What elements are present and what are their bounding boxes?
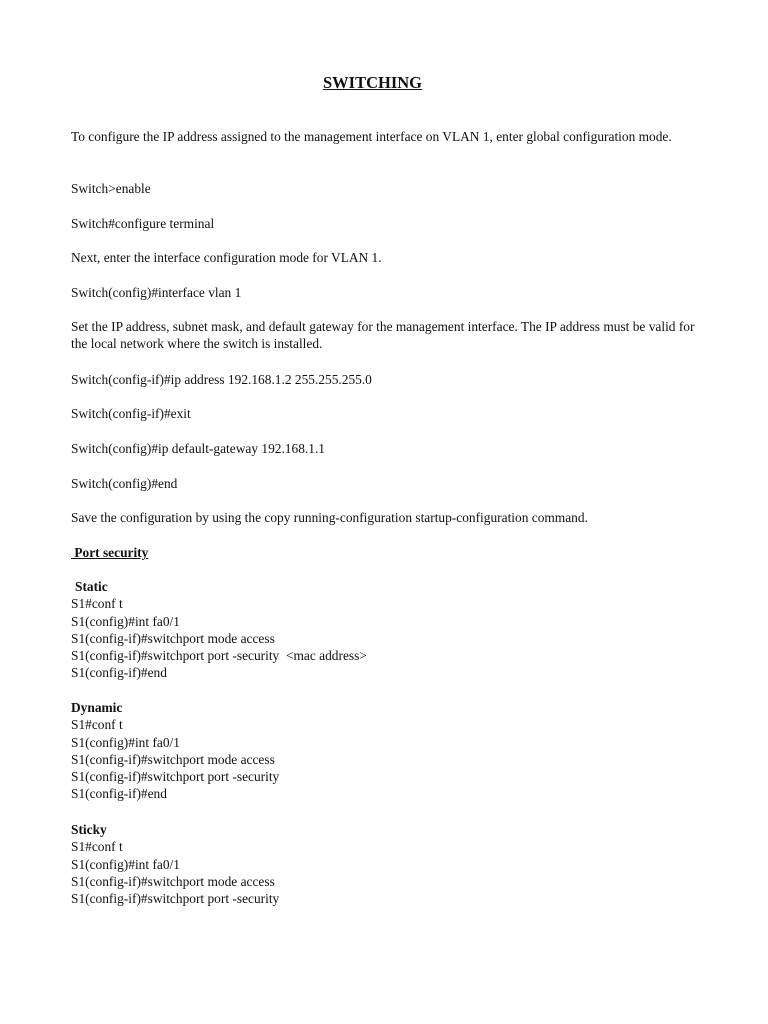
intro-text: To configure the IP address assigned to the management interface on VLAN 1, enter global configuration mode. [71,129,672,144]
code-line: S1(config-if)#switchport mode access [71,873,275,889]
code-line: S1(config)#int fa0/1 [71,613,180,629]
dynamic-section [71,699,711,803]
static-section [71,578,711,682]
command-end: Switch(config)#end [71,476,178,491]
code-line: S1(config-if)#switchport port -security [71,891,280,907]
command-default-gateway: Switch(config)#ip default-gateway 192.168.1.1 [71,441,325,456]
code-line: S1(config)#int fa0/1 [71,734,180,750]
code-line: S1#conf t [71,717,123,733]
sticky-section [71,821,711,907]
dynamic-heading: Dynamic [71,700,123,715]
page-title: SWITCHING [322,73,423,92]
command-enable: Switch>enable [71,181,151,196]
port-security-heading: Port security [71,545,149,560]
next-paragraph: Next, enter the interface configuration mode for VLAN 1. [71,250,382,265]
command-interface-vlan: Switch(config)#interface vlan 1 [71,285,242,300]
code-line: S1(config-if)#end [71,786,167,802]
set-ip-paragraph: Set the IP address, subnet mask, and default gateway for the management interface. The IP address must be valid for the local network where the switch is installed. [71,319,695,352]
sticky-heading: Sticky [71,822,107,837]
code-line: S1(config-if)#switchport port -security <mac address> [71,648,367,664]
code-line: S1(config-if)#switchport mode access [71,751,275,767]
code-line: S1(config)#int fa0/1 [71,856,180,872]
code-line: S1(config-if)#switchport mode access [71,630,275,646]
command-ip-address: Switch(config-if)#ip address 192.168.1.2 255.255.255.0 [71,372,372,387]
code-line: S1(config-if)#end [71,665,167,681]
save-paragraph: Save the configuration by using the copy running-configuration startup-configuration command. [71,510,588,525]
code-line: S1(config-if)#switchport port -security [71,769,280,785]
static-heading: Static [75,579,108,594]
code-line: S1#conf t [71,839,123,855]
command-exit: Switch(config-if)#exit [71,406,191,421]
code-line: S1#conf t [71,596,123,612]
command-configure-terminal: Switch#configure terminal [71,216,215,231]
intro-paragraph [71,128,711,145]
